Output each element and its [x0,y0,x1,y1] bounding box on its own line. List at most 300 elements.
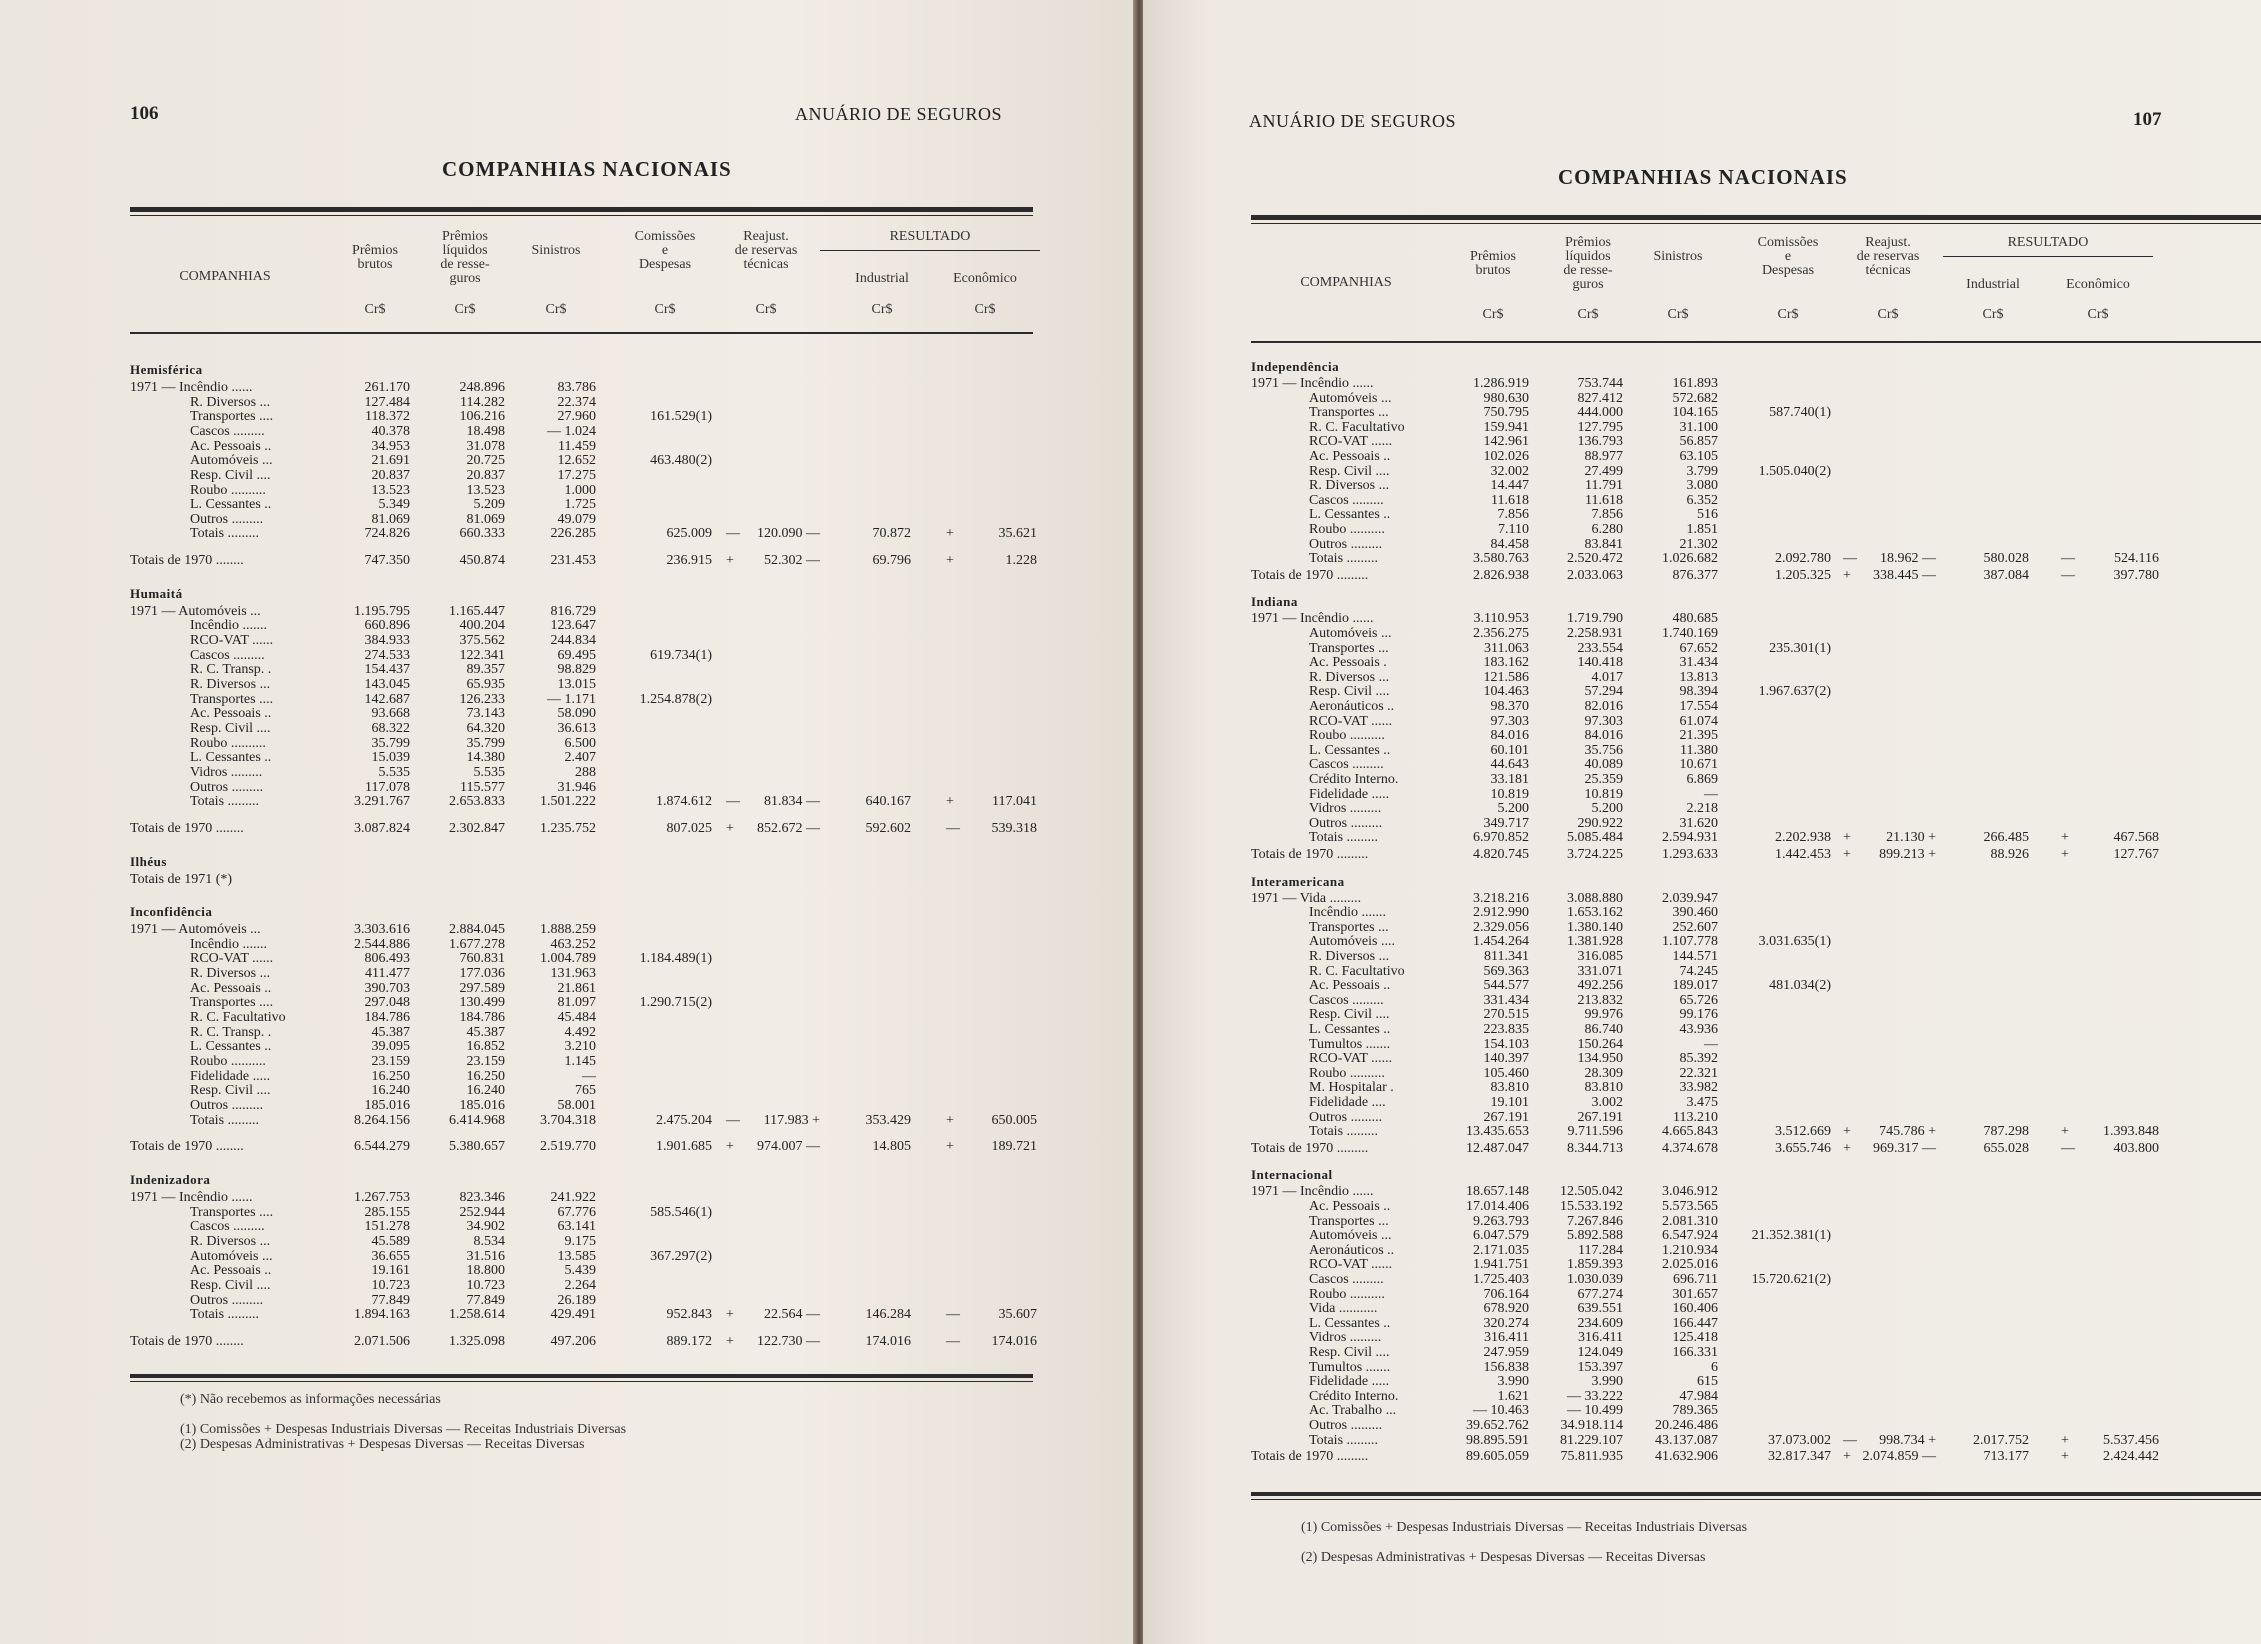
reajust-sign: + [1843,1124,1851,1139]
row-label: Totais ......... [190,1113,260,1128]
totals-row [1143,1124,2261,1139]
sinistros-value: 497.206 [550,1334,596,1349]
table-row [0,937,1135,952]
premios-brutos-value: 5.200 [1497,801,1529,816]
table-row [0,872,1135,887]
table-row [1143,1051,2261,1066]
sinistros-value: 1.293.633 [1662,847,1718,862]
premios-brutos-value: 20.837 [371,468,410,483]
row-label: Outros ......... [1309,1418,1383,1433]
premios-liquidos-value: 16.852 [466,1039,505,1054]
premios-liquidos-value: 34.902 [466,1219,505,1234]
premios-liquidos-value: 82.016 [1584,699,1623,714]
column-header-comissoes: e [1784,249,1792,264]
sinistros-value: 27.960 [557,409,596,424]
sinistros-value: 45.484 [557,1010,596,1025]
premios-brutos-value: 247.959 [1483,1345,1529,1360]
economico-value: 397.780 [2113,568,2159,583]
premios-brutos-value: 2.912.990 [1473,905,1529,920]
reajust-sign: + [726,821,734,836]
table-row [1143,1287,2261,1302]
premios-liquidos-value: 5.200 [1591,801,1623,816]
premios-liquidos-value: 35.799 [466,736,505,751]
premios-brutos-value: 411.477 [365,966,410,981]
premios-brutos-value: 184.786 [364,1010,410,1025]
sinistros-value: 65.726 [1679,993,1718,1008]
premios-brutos-value: 35.799 [371,736,410,751]
company-name: Ilhéus [130,853,167,869]
economico-sign: + [2061,1124,2069,1139]
table-row [0,966,1135,981]
premios-brutos-value: 274.533 [364,648,410,663]
row-label: R. Diversos ... [1309,949,1390,964]
premios-brutos-value: 183.162 [1483,655,1529,670]
premios-liquidos-value: 677.274 [1577,1287,1623,1302]
premios-liquidos-value: 2.302.847 [449,821,505,836]
premios-brutos-value: 747.350 [364,553,410,568]
premios-brutos-value: 19.101 [1490,1095,1529,1110]
premios-brutos-value: 270.515 [1483,1007,1529,1022]
economico-value: 539.318 [991,821,1037,836]
industrial-value: 713.177 [1983,1449,2029,1464]
premios-liquidos-value: 2.653.833 [449,794,505,809]
premios-brutos-value: 156.838 [1483,1360,1529,1375]
table-row [0,951,1135,966]
sinistros-value: 144.571 [1672,949,1718,964]
row-label: Cascos ......... [1309,493,1384,508]
premios-liquidos-value: 140.418 [1577,655,1623,670]
sinistros-value: 2.039.947 [1662,891,1718,906]
sinistros-value: 22.374 [557,395,596,410]
sinistros-value: 85.392 [1679,1051,1718,1066]
premios-brutos-value: 1.941.751 [1473,1257,1529,1272]
table-row [1143,1022,2261,1037]
premios-liquidos-value: 2.258.931 [1567,626,1623,641]
table-row [0,1098,1135,1113]
column-header-sinistros: Sinistros [1653,249,1703,264]
table-row [0,453,1135,468]
industrial-value: 580.028 [1983,551,2029,566]
comissoes-value: 889.172 [666,1334,712,1349]
sinistros-value: 56.857 [1679,434,1718,449]
premios-liquidos-value: 2.884.045 [449,922,505,937]
comissoes-value: 21.352.381(1) [1751,1228,1831,1243]
sinistros-value: 301.657 [1672,1287,1718,1302]
row-label: Cascos ......... [1309,1272,1384,1287]
comissoes-value: 161.529(1) [650,409,712,424]
currency-label: Cr$ [1482,307,1504,322]
reajust-value: 2.074.859 — [1862,1449,1936,1464]
row-label: RCO-VAT ...... [1309,714,1393,729]
row-label: Automóveis ... [1309,626,1392,641]
premios-liquidos-value: 267.191 [1577,1110,1623,1125]
premios-liquidos-value: 2.520.472 [1567,551,1623,566]
comissoes-value: 481.034(2) [1769,978,1831,993]
premios-brutos-value: 98.895.591 [1466,1433,1529,1448]
reajust-value: 120.090 — [757,526,820,541]
row-label: Crédito Interno. [1309,1389,1399,1404]
currency-label: Cr$ [1877,307,1899,322]
premios-liquidos-value: 753.744 [1577,376,1623,391]
premios-liquidos-value: 2.033.063 [1567,568,1623,583]
reajust-value: 998.734 + [1879,1433,1936,1448]
table-row [0,618,1135,633]
table-row [1143,1095,2261,1110]
sinistros-value: 33.982 [1679,1080,1718,1095]
sinistros-value: 288 [575,765,596,780]
table-top-rule [1251,215,2261,220]
premios-brutos-value: 806.493 [364,951,410,966]
table-row [0,395,1135,410]
table-row [1143,964,2261,979]
row-label: RCO-VAT ...... [1309,1257,1393,1272]
premios-brutos-value: 83.810 [1490,1080,1529,1095]
premios-brutos-value: 105.460 [1483,1066,1529,1081]
row-label: L. Cessantes .. [1309,507,1391,522]
industrial-value: 640.167 [865,794,911,809]
table-row [0,995,1135,1010]
row-label: Automóveis ... [1309,391,1392,406]
table-bottom-rule-thin [1251,1499,2261,1500]
comissoes-value: 3.512.669 [1775,1124,1831,1139]
footnote: (2) Despesas Administrativas + Despesas Diversas — Receitas Diversas [180,1437,585,1452]
premios-liquidos-value: 20.725 [466,453,505,468]
table-row [0,736,1135,751]
premios-liquidos-value: 34.918.114 [1560,1418,1623,1433]
premios-liquidos-value: 31.516 [466,1249,505,1264]
premios-brutos-value: 5.535 [378,765,410,780]
premios-brutos-value: 84.458 [1490,537,1529,552]
sinistros-value: 21.861 [557,981,596,996]
sinistros-value: 4.492 [564,1025,596,1040]
row-label: Roubo .......... [1309,1066,1385,1081]
reajust-sign: + [726,553,734,568]
premios-liquidos-value: 1.165.447 [449,604,505,619]
sinistros-value: 58.090 [557,706,596,721]
economico-sign: + [946,1139,954,1154]
premios-liquidos-value: 8.534 [473,1234,505,1249]
premios-brutos-value: 261.170 [364,380,410,395]
table-row [0,706,1135,721]
reajust-value: 18.962 — [1880,551,1936,566]
sinistros-value: 31.100 [1679,420,1718,435]
premios-brutos-value: 7.110 [1498,522,1529,537]
premios-brutos-value: 104.463 [1483,684,1529,699]
row-label: Transportes ... [1309,920,1389,935]
table-row [1143,1066,2261,1081]
row-label: Fidelidade .... [1309,1095,1386,1110]
reajust-sign: — [726,526,740,541]
footnote: (1) Comissões + Despesas Industriais Diversas — Receitas Industriais Diversas [1301,1520,1748,1535]
premios-liquidos-value: 10.723 [466,1278,505,1293]
premios-liquidos-value: 88.977 [1584,449,1623,464]
currency-label: Cr$ [1777,307,1799,322]
sinistros-value: 41.632.906 [1655,1449,1718,1464]
premios-brutos-value: 32.002 [1490,464,1529,479]
table-row [1143,493,2261,508]
row-label: Automóveis ... [190,1249,273,1264]
row-label: Roubo .......... [190,736,266,751]
comissoes-value: 587.740(1) [1769,405,1831,420]
table-row [1143,478,2261,493]
table-row [0,1054,1135,1069]
economico-sign: — [2061,568,2075,583]
economico-value: 174.016 [991,1334,1037,1349]
row-label: Cascos ......... [190,1219,265,1234]
sinistros-value: 98.829 [557,662,596,677]
industrial-value: 655.028 [1983,1141,2029,1156]
premios-brutos-value: 311.063 [1484,641,1529,656]
table-row [0,1205,1135,1220]
column-header-comissoes: e [661,243,669,258]
reajust-value: 852.672 — [757,821,820,836]
column-header-resultado: RESULTADO [2007,235,2089,250]
row-label: Totais de 1970 ......... [1251,1449,1369,1464]
row-label: R. C. Facultativo [1309,420,1405,435]
table-row [0,468,1135,483]
row-label: R. Diversos ... [190,966,271,981]
column-header-premios-liquidos: Prêmios [442,229,488,244]
reajust-sign: + [726,1334,734,1349]
premios-liquidos-value: 4.017 [1591,670,1623,685]
premios-brutos-value: 13.435.653 [1466,1124,1529,1139]
premios-liquidos-value: 3.002 [1591,1095,1623,1110]
premios-brutos-value: 3.087.824 [354,821,410,836]
column-header-companhias: COMPANHIAS [1300,275,1392,290]
premios-brutos-value: 40.378 [371,424,410,439]
premios-liquidos-value: 126.233 [459,692,505,707]
page-number: 106 [130,103,159,124]
column-header-reajust: de reservas [734,243,798,258]
header-bottom-rule [130,332,1033,334]
premios-liquidos-value: 15.533.192 [1560,1199,1623,1214]
premios-liquidos-value: 1.653.162 [1567,905,1623,920]
table-row [1143,1199,2261,1214]
premios-brutos-value: 724.826 [364,526,410,541]
row-label: Totais ......... [1309,830,1379,845]
economico-value: 403.800 [2113,1141,2159,1156]
premios-liquidos-value: 5.380.657 [449,1139,505,1154]
column-header-industrial: Industrial [1966,277,2020,292]
running-head: ANUÁRIO DE SEGUROS [795,104,1003,124]
sinistros-value: 876.377 [1672,568,1718,583]
premios-brutos-value: 2.071.506 [354,1334,410,1349]
column-header-comissoes: Despesas [1761,263,1815,278]
premios-liquidos-value: 492.256 [1577,978,1623,993]
table-row [1143,1403,2261,1418]
sinistros-value: 12.652 [557,453,596,468]
economico-value: 127.767 [2113,847,2159,862]
premios-brutos-value: 12.487.047 [1466,1141,1529,1156]
table-row [0,662,1135,677]
premios-liquidos-value: 130.499 [459,995,505,1010]
currency-label: Cr$ [1667,307,1689,322]
row-label: Totais de 1970 ........ [130,1334,244,1349]
sinistros-value: 31.434 [1679,655,1718,670]
comissoes-value: 2.475.204 [656,1113,712,1128]
premios-liquidos-value: 134.950 [1577,1051,1623,1066]
sinistros-value: 9.175 [564,1234,596,1249]
row-label: R. Diversos ... [190,677,271,692]
sinistros-value: 1.004.789 [540,951,596,966]
table-row [0,1190,1135,1205]
premios-liquidos-value: 5.892.588 [1567,1228,1623,1243]
premios-brutos-value: 127.484 [364,395,410,410]
sinistros-value: 1.740.169 [1662,626,1718,641]
totals-1970-row [0,1334,1135,1349]
row-label: 1971 — Incêndio ...... [1251,1184,1374,1199]
premios-brutos-value: 3.291.767 [354,794,410,809]
table-row [0,1039,1135,1054]
table-row [1143,507,2261,522]
premios-brutos-value: 121.586 [1483,670,1529,685]
premios-brutos-value: 159.941 [1483,420,1529,435]
premios-liquidos-value: 73.143 [466,706,505,721]
premios-brutos-value: 14.447 [1490,478,1529,493]
sinistros-value: 2.519.770 [540,1139,596,1154]
premios-brutos-value: 81.069 [371,512,410,527]
premios-liquidos-value: 18.498 [466,424,505,439]
table-row [0,1010,1135,1025]
table-row [1143,920,2261,935]
industrial-value: 353.429 [865,1113,911,1128]
table-row [0,780,1135,795]
table-row [0,1025,1135,1040]
sinistros-value: 1.107.778 [1662,934,1718,949]
premios-liquidos-value: 1.258.614 [449,1307,505,1322]
premios-brutos-value: 2.329.056 [1473,920,1529,935]
totals-1970-row [0,553,1135,568]
premios-brutos-value: 3.110.953 [1473,611,1529,626]
sinistros-value: 1.210.934 [1662,1243,1718,1258]
sinistros-value: 241.922 [550,1190,596,1205]
table-row [0,692,1135,707]
sinistros-value: 2.081.310 [1662,1214,1718,1229]
premios-liquidos-value: 35.756 [1584,743,1623,758]
column-header-reajust: de reservas [1856,249,1920,264]
row-label: Outros ......... [190,1293,264,1308]
row-label: Tumultos ....... [1309,1037,1391,1052]
comissoes-value: 585.546(1) [650,1205,712,1220]
sinistros-value: 816.729 [550,604,596,619]
comissoes-value: 236.915 [666,553,712,568]
currency-label: Cr$ [1982,307,2004,322]
table-row [0,424,1135,439]
header-bottom-rule [1251,341,2261,343]
sinistros-value: — [1704,787,1718,802]
industrial-value: 787.298 [1983,1124,2029,1139]
table-row [1143,1080,2261,1095]
resultado-rule [1943,256,2153,257]
premios-brutos-value: 1.894.163 [354,1307,410,1322]
premios-liquidos-value: 12.505.042 [1560,1184,1623,1199]
economico-value: 650.005 [991,1113,1037,1128]
premios-brutos-value: 1.267.753 [354,1190,410,1205]
premios-brutos-value: 660.896 [364,618,410,633]
sinistros-value: 17.554 [1679,699,1718,714]
premios-brutos-value: 384.933 [364,633,410,648]
economico-value: 189.721 [991,1139,1037,1154]
premios-liquidos-value: 450.874 [459,553,505,568]
sinistros-value: 1.725 [564,497,596,512]
premios-brutos-value: 349.717 [1483,816,1529,831]
table-row [1143,611,2261,626]
premios-liquidos-value: 375.562 [459,633,505,648]
premios-liquidos-value: 40.089 [1584,757,1623,772]
row-label: RCO-VAT ...... [190,951,274,966]
premios-liquidos-value: 297.589 [459,981,505,996]
table-row [1143,743,2261,758]
premios-brutos-value: 2.826.938 [1473,568,1529,583]
premios-liquidos-value: 177.036 [459,966,505,981]
row-label: Resp. Civil .... [190,721,271,736]
premios-brutos-value: 154.437 [364,662,410,677]
premios-brutos-value: 97.303 [1490,714,1529,729]
premios-liquidos-value: 115.577 [460,780,505,795]
table-row [0,439,1135,454]
row-label: Automóveis .... [1309,934,1395,949]
sinistros-value: 6 [1711,1360,1718,1375]
row-label: Totais de 1971 (*) [130,872,233,887]
premios-liquidos-value: 153.397 [1577,1360,1623,1375]
premios-brutos-value: 143.045 [364,677,410,692]
sinistros-value: 67.776 [557,1205,596,1220]
premios-brutos-value: 1.195.795 [354,604,410,619]
economico-sign: — [946,1334,960,1349]
currency-label: Cr$ [871,302,893,317]
industrial-value: 266.485 [1983,830,2029,845]
reajust-value: 899.213 + [1879,847,1936,862]
row-label: L. Cessantes .. [1309,1316,1391,1331]
row-label: Transportes .... [190,692,274,707]
table-row [1143,641,2261,656]
sinistros-value: 11.380 [1680,743,1718,758]
economico-sign: — [946,821,960,836]
premios-liquidos-value: 81.229.107 [1560,1433,1623,1448]
premios-brutos-value: 77.849 [371,1293,410,1308]
table-row [1143,391,2261,406]
sinistros-value: 36.613 [557,721,596,736]
sinistros-value: 21.395 [1679,728,1718,743]
row-label: Tumultos ....... [1309,1360,1391,1375]
column-header-premios-brutos: Prêmios [352,243,398,258]
table-row [1143,1214,2261,1229]
row-label: Ac. Pessoais .. [190,439,272,454]
row-label: 1971 — Incêndio ...... [130,380,253,395]
row-label: Resp. Civil .... [1309,1007,1390,1022]
table-row [1143,699,2261,714]
sinistros-value: 1.888.259 [540,922,596,937]
comissoes-value: 952.843 [666,1307,712,1322]
premios-liquidos-value: 136.793 [1577,434,1623,449]
sinistros-value: 113.210 [1673,1110,1718,1125]
currency-label: Cr$ [974,302,996,317]
premios-liquidos-value: 3.990 [1591,1374,1623,1389]
premios-liquidos-value: 84.016 [1584,728,1623,743]
premios-liquidos-value: 290.922 [1577,816,1623,831]
table-row [0,409,1135,424]
column-header-premios-brutos: brutos [357,257,393,272]
sinistros-value: 480.685 [1672,611,1718,626]
premios-liquidos-value: 31.078 [466,439,505,454]
sinistros-value: 99.176 [1679,1007,1718,1022]
column-header-premios-brutos: Prêmios [1470,249,1516,264]
sinistros-value: 226.285 [550,526,596,541]
premios-liquidos-value: 83.810 [1584,1080,1623,1095]
row-label: Incêndio ....... [190,937,267,952]
table-row [1143,801,2261,816]
premios-liquidos-value: 11.791 [1585,478,1623,493]
